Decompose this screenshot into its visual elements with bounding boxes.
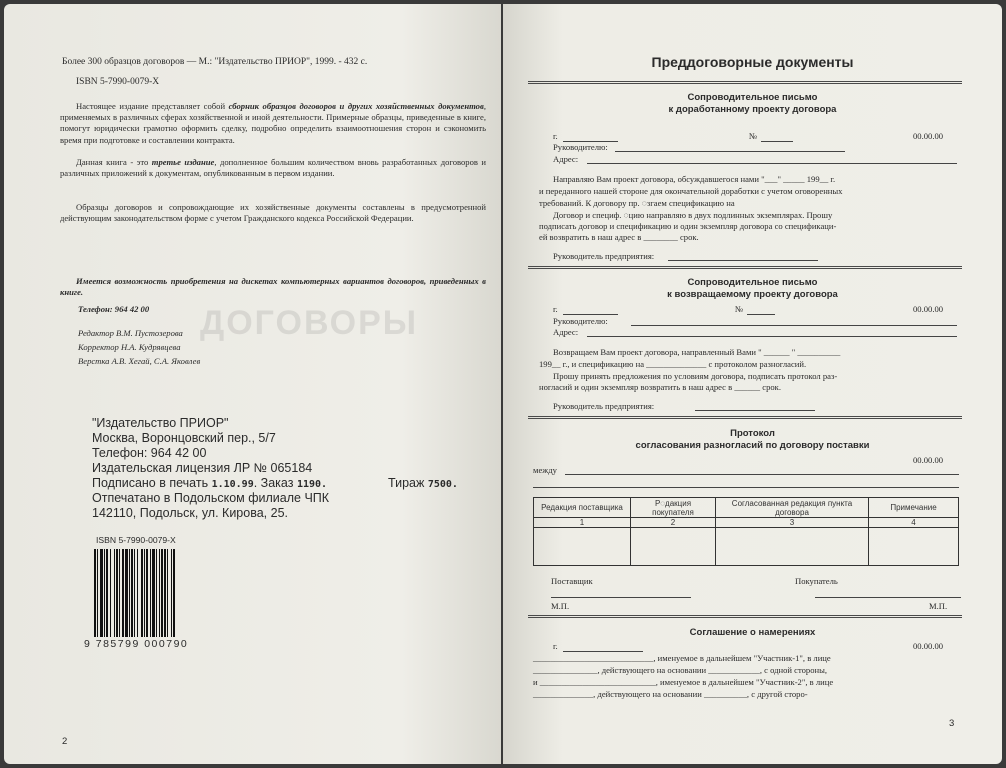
intro-text-run: Настоящее издание представляет собой	[76, 101, 229, 111]
divider	[528, 416, 962, 420]
agreement-city: г.	[553, 641, 558, 651]
cover-letter-1-title	[503, 92, 1002, 116]
protocol-title	[503, 428, 1002, 452]
protocol-table	[533, 497, 959, 566]
cover-letter-1-body-3: требований. К договору пр. ◌згаем спецификацию на	[539, 198, 735, 208]
bleed-through-text: ДОГОВОРЫ	[200, 304, 419, 342]
agreement-title: Соглашение о намерениях	[689, 627, 816, 638]
protocol-date: 00.00.00	[913, 455, 944, 465]
cover-letter-2-number-label: №	[735, 304, 744, 314]
number-cell: 1	[534, 518, 631, 528]
divider	[528, 615, 962, 619]
protocol-between: между	[533, 465, 557, 475]
buyer-signature-field[interactable]	[815, 597, 961, 598]
publisher-name: "Издательство ПРИОР"	[92, 416, 229, 430]
cover-letter-2-title	[503, 277, 1002, 301]
number-field[interactable]	[761, 141, 793, 142]
header-cell: Примечание	[869, 498, 959, 518]
cover-letter-2-date: 00.00.00	[913, 304, 944, 314]
publisher-license: Издательская лицензия ЛР № 065184	[92, 461, 313, 475]
protocol-title-line2: согласования разногласий по договору поставки	[635, 440, 870, 451]
phone-line: Телефон: 964 42 00	[78, 304, 150, 314]
between-field-2[interactable]	[533, 487, 959, 488]
third-edition-paragraph	[60, 157, 486, 179]
address-field[interactable]	[587, 336, 957, 337]
cover-letter-2-body-4: ногласий и один экземпляр возвратить в наш адрес в ______ срок.	[539, 382, 781, 392]
samples-paragraph: Образцы договоров и сопровождающие их хозяйственные документы составлены в предусмотренной действующим законодательством форме с учетом Гражданского кодекса Российской Федерации.	[60, 202, 486, 224]
cover-letter-1-signature: Руководитель предприятия:	[553, 251, 655, 261]
cover-letter-1-body-1: Направляю Вам проект договора, обсуждавшегося нами "___" _____ 199__ г.	[553, 174, 836, 184]
number-field[interactable]	[747, 314, 775, 315]
third-edition-text-run: , дополненное большим количеством вновь разработанных договоров и различных приложений к документам, опубликованным в первом издании.	[60, 157, 487, 179]
table-number-row	[534, 518, 959, 528]
cover-letter-1-city: г.	[553, 131, 558, 141]
credit-corrector: Корректор Н.А. Кудрявцева	[78, 342, 181, 352]
left-page	[4, 4, 501, 764]
circulation-number: 7500.	[427, 479, 458, 490]
header-cell: Согласованная редакция пункта договора	[716, 498, 869, 518]
publisher-phone: Телефон: 964 42 00	[92, 446, 207, 460]
number-cell: 2	[631, 518, 716, 528]
head-field[interactable]	[615, 151, 845, 152]
isbn-barcode	[94, 549, 210, 637]
cover-letter-2-title-line2: к возвращаемому проекту договора	[667, 289, 838, 300]
head-field[interactable]	[631, 325, 957, 326]
credit-editor: Редактор В.М. Пустозерова	[78, 328, 183, 338]
circulation-label: Тираж	[388, 476, 425, 490]
agreement-date: 00.00.00	[913, 641, 944, 651]
publisher-address: Москва, Воронцовский пер., 5/7	[92, 431, 276, 445]
cover-letter-1-body-6: ей возвратить в наш адрес в ________ срок.	[539, 232, 699, 242]
header-cell: Редакция поставщика	[534, 498, 631, 518]
divider	[528, 81, 962, 85]
bibliographic-line: Более 300 образцов договоров — М.: "Издательство ПРИОР", 1999. - 432 с.	[62, 57, 368, 67]
signature-field[interactable]	[668, 260, 818, 261]
protocol-title-line1: Протокол	[730, 428, 775, 439]
signed-line	[92, 476, 327, 492]
diskette-note: Имеется возможность приобретения на дискетах компьютерных вариантов договоров, приведенных в книге.	[60, 276, 486, 298]
intro-paragraph	[60, 101, 486, 146]
cover-letter-1-body-4: Договор и специф. ◌цию направляю в двух подлинных экземплярах. Прошу	[553, 210, 833, 220]
cover-letter-1-body-2: и переданного нашей стороне для окончательной доработки с учетом оговоренных	[539, 186, 843, 196]
cover-letter-2-city: г.	[553, 304, 558, 314]
credit-layout: Верстка А.В. Хегай, С.А. Яковлев	[78, 356, 201, 366]
agreement-line-1: ____________________________, именуемое в дальнейшем "Участник-1", в лице	[533, 653, 831, 663]
signed-date: 1.10.99	[211, 479, 254, 490]
isbn-top: ISBN 5-7990-0079-X	[76, 77, 160, 87]
supplier-label: Поставщик	[551, 576, 593, 586]
cover-letter-2-head-label: Руководителю:	[553, 316, 608, 326]
barcode-bar	[173, 549, 175, 637]
table-cell[interactable]	[534, 528, 631, 566]
cover-letter-2-body-2: 199__ г., и спецификацию на ______________ с протоколом разногласий.	[539, 359, 807, 369]
barcode-digits: 9 785799 000790	[84, 638, 189, 650]
number-cell: 3	[716, 518, 869, 528]
intro-text-run: сборник образцов договоров и других хозяйственных документов	[228, 101, 484, 111]
third-edition-text-run: третье издание	[151, 157, 215, 167]
table-header-row	[534, 498, 959, 518]
cover-letter-1-body-5: подписать договор и спецификацию и один экземпляр договора со спецификаци-	[539, 221, 837, 231]
order-label: . Заказ	[253, 476, 294, 490]
cover-letter-2-signature: Руководитель предприятия:	[553, 401, 655, 411]
agreement-line-3: и ___________________________, именуемое в дальнейшем "Участник-2", в лице	[533, 677, 834, 687]
page-number-right: 3	[949, 718, 955, 729]
table-cell[interactable]	[716, 528, 869, 566]
address-field[interactable]	[587, 163, 957, 164]
stamp-left: М.П.	[551, 601, 570, 611]
printed-at: Отпечатано в Подольском филиале ЧПК	[92, 491, 330, 505]
page-number-left: 2	[62, 736, 68, 747]
cover-letter-1-head-label: Руководителю:	[553, 142, 608, 152]
cover-letter-2-body-3: Прошу принять предложения по условиям договора, подписать протокол раз-	[553, 371, 838, 381]
header-cell: Р◌дакция покупателя	[631, 498, 716, 518]
order-number: 1190.	[296, 479, 328, 490]
cover-letter-1-title-line2: к доработанному проекту договора	[668, 104, 837, 115]
page-heading: Преддоговорные документы	[651, 54, 854, 70]
divider	[528, 266, 962, 270]
cover-letter-1-title-line1: Сопроводительное письмо	[687, 92, 818, 103]
buyer-label: Покупатель	[795, 576, 838, 586]
cover-letter-1-number-label: №	[749, 131, 758, 141]
intro-text-run: , применяемых в различных сферах хозяйственной и иной деятельности. Примерные образцы, приведенные в книге, помогут юридически грамотно оформить сделку, подробно определить взаимоотношения сторон и сэкономить время при подготовке и составлении контракта.	[60, 101, 486, 145]
cover-letter-2-title-line1: Сопроводительное письмо	[687, 277, 818, 288]
number-cell: 4	[869, 518, 959, 528]
table-cell[interactable]	[869, 528, 959, 566]
table-cell[interactable]	[631, 528, 716, 566]
supplier-signature-field[interactable]	[551, 597, 691, 598]
circulation-line	[388, 476, 458, 492]
agreement-line-2: _______________, действующего на основании ____________, с одной стороны,	[533, 665, 828, 675]
printed-address: 142110, Подольск, ул. Кирова, 25.	[92, 506, 288, 520]
cover-letter-1-date: 00.00.00	[913, 131, 944, 141]
agreement-line-4: ______________, действующего на основании __________, с другой сторо-	[533, 689, 808, 699]
city-field[interactable]	[563, 651, 643, 652]
third-edition-text-run: Данная книга - это	[76, 157, 152, 167]
cover-letter-2-address-label: Адрес:	[553, 327, 579, 337]
right-page	[503, 4, 1002, 764]
signature-field[interactable]	[695, 410, 815, 411]
table-row	[534, 528, 959, 566]
cover-letter-2-body-1: Возвращаем Вам проект договора, направленный Вами " ______ " __________	[553, 347, 841, 357]
city-field[interactable]	[563, 314, 618, 315]
between-field[interactable]	[565, 474, 959, 475]
signed-label: Подписано в печать	[92, 476, 209, 490]
stamp-right: М.П.	[929, 601, 948, 611]
isbn-bottom: ISBN 5-7990-0079-X	[96, 535, 176, 545]
cover-letter-1-address-label: Адрес:	[553, 154, 579, 164]
